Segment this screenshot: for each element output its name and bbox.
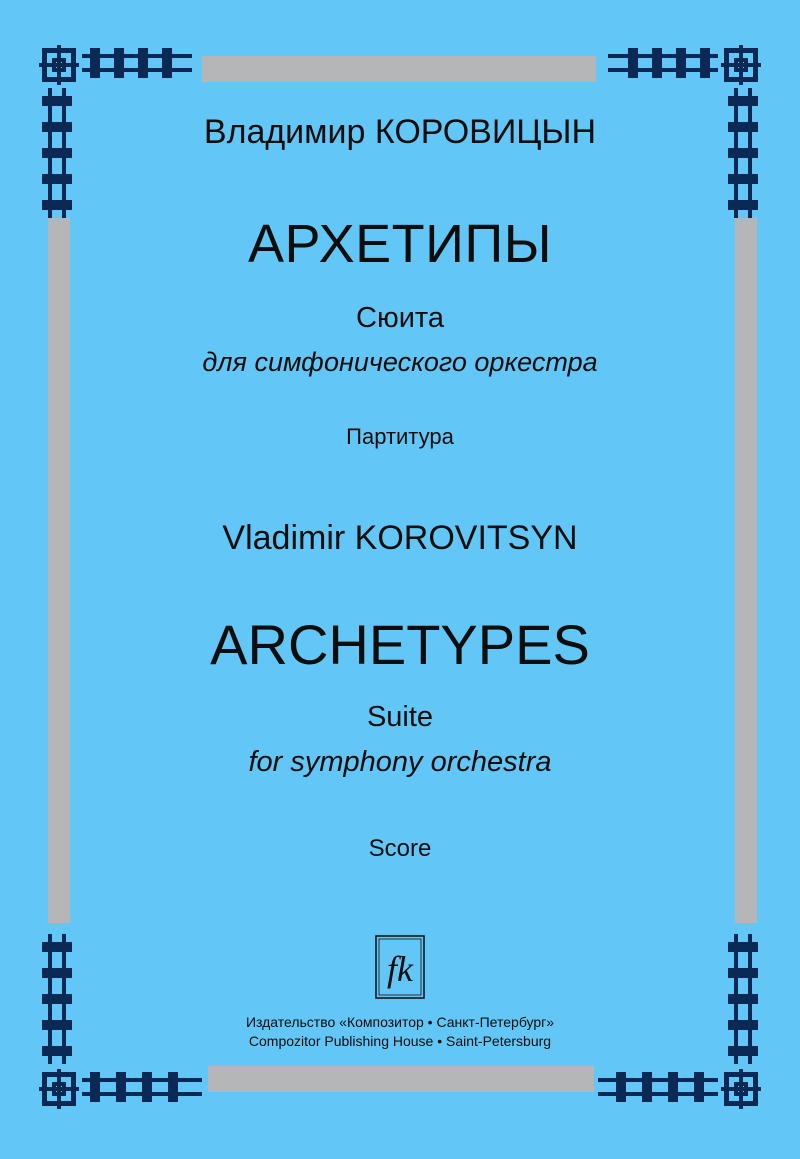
author-name-en: Vladimir KOROVITSYN <box>222 519 578 557</box>
score-label-en: Score <box>368 835 432 862</box>
author-name-ru: Владимир КОРОВИЦЫН <box>203 113 597 151</box>
publisher-ru: Издательство «Композитор • Санкт-Петербург» <box>245 1014 555 1030</box>
title-ru: АРХЕТИПЫ <box>247 214 553 274</box>
top-bar <box>202 56 596 82</box>
bottom-bar <box>208 1066 594 1092</box>
instrumentation-ru: для симфонического оркестра <box>202 347 598 377</box>
logo-letters: fk <box>387 949 413 989</box>
title-en: ARCHETYPES <box>210 613 590 676</box>
publisher-en: Compozitor Publishing House • Saint-Petersburg <box>248 1033 552 1049</box>
instrumentation-en: for symphony orchestra <box>248 746 552 778</box>
publisher-logo <box>375 935 425 999</box>
genre-ru: Сюита <box>356 302 444 334</box>
genre-en: Suite <box>366 701 434 733</box>
score-label-ru: Партитура <box>346 424 454 449</box>
